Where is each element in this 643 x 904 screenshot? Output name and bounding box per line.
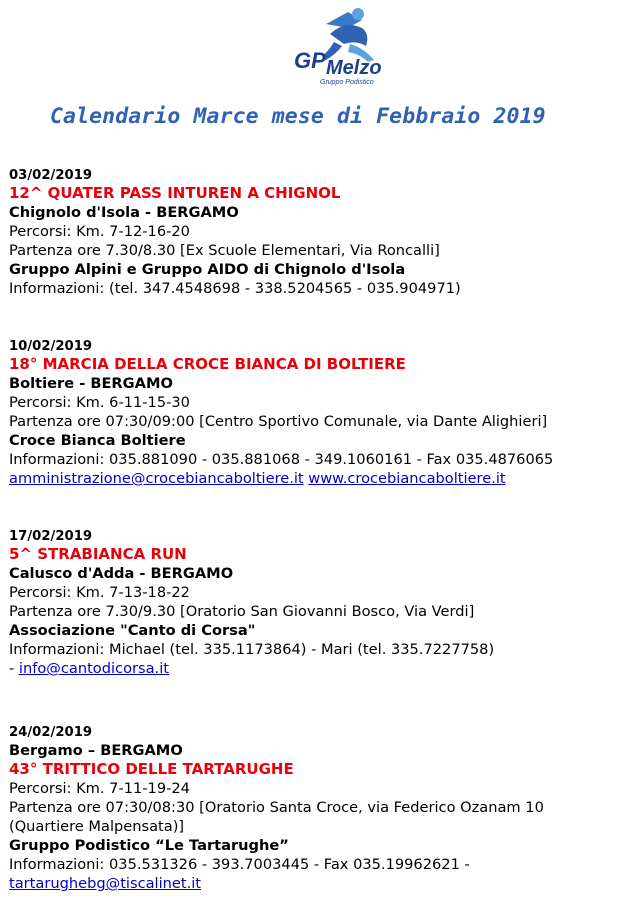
event-info: Informazioni: 035.531326 - 393.7003445 - Fax 035.19962621 - [9, 856, 470, 873]
event-routes: Percorsi: Km. 7-11-19-24 [9, 780, 190, 797]
email-prefix: - [9, 660, 19, 677]
event-place: Calusco d'Adda - BERGAMO [9, 565, 234, 582]
event-routes: Percorsi: Km. 7-13-18-22 [9, 584, 190, 601]
event-info: Informazioni: Michael (tel. 335.1173864) - Mari (tel. 335.7227758) [9, 641, 495, 658]
event-organizer: Gruppo Alpini e Gruppo AIDO di Chignolo d'Isola [9, 261, 406, 278]
gp-melzo-logo [290, 4, 394, 90]
event-organizer: Gruppo Podistico “Le Tartarughe” [9, 837, 289, 854]
event-start: Partenza ore 7.30/9.30 [Oratorio San Giovanni Bosco, Via Verdi] [9, 603, 475, 620]
event-links [9, 874, 639, 893]
event-organizer: Associazione "Canto di Corsa" [9, 622, 256, 639]
event-start: Partenza ore 07:30/09:00 [Centro Sportivo Comunale, via Dante Alighieri] [9, 413, 548, 430]
event-info: Informazioni: (tel. 347.4548698 - 338.5204565 - 035.904971) [9, 280, 461, 297]
event-place: Bergamo – BERGAMO [9, 742, 183, 759]
event-links [9, 469, 639, 488]
svg-text:Melzo: Melzo [326, 57, 382, 79]
event-start-continued: (Quartiere Malpensata)] [9, 818, 185, 835]
email-link[interactable]: tartarughebg@tiscalinet.it [9, 875, 202, 892]
event-entry [9, 528, 639, 678]
event-info: Informazioni: 035.881090 - 035.881068 - 349.1060161 - Fax 035.4876065 [9, 451, 554, 468]
event-links [9, 659, 639, 678]
event-date: 24/02/2019 [9, 725, 93, 740]
event-place: Chignolo d'Isola - BERGAMO [9, 204, 239, 221]
website-link[interactable]: www.crocebiancaboltiere.it [308, 470, 506, 487]
email-link[interactable]: info@cantodicorsa.it [18, 660, 169, 677]
event-entry [9, 338, 639, 488]
svg-text:GP: GP [294, 48, 326, 73]
event-entry [9, 167, 639, 298]
event-start: Partenza ore 07:30/08:30 [Oratorio Santa Croce, via Federico Ozanam 10 [9, 799, 544, 816]
event-name: 5^ STRABIANCA RUN [9, 545, 187, 563]
event-date: 10/02/2019 [9, 339, 93, 354]
event-date: 03/02/2019 [9, 168, 93, 183]
event-name: 18° MARCIA DELLA CROCE BIANCA DI BOLTIERE [9, 355, 406, 373]
event-entry [9, 724, 639, 893]
event-place: Boltiere - BERGAMO [9, 375, 173, 392]
event-name: 43° TRITTICO DELLE TARTARUGHE [9, 760, 294, 778]
event-organizer: Croce Bianca Boltiere [9, 432, 186, 449]
email-link[interactable]: amministrazione@crocebiancaboltiere.it [9, 470, 304, 487]
event-routes: Percorsi: Km. 7-12-16-20 [9, 223, 190, 240]
page-title: Calendario Marce mese di Febbraio 2019 [50, 104, 546, 129]
svg-text:Gruppo Podistico: Gruppo Podistico [320, 79, 374, 86]
event-date: 17/02/2019 [9, 529, 93, 544]
event-routes: Percorsi: Km. 6-11-15-30 [9, 394, 190, 411]
event-start: Partenza ore 7.30/8.30 [Ex Scuole Elementari, Via Roncalli] [9, 242, 440, 259]
event-name: 12^ QUATER PASS INTUREN A CHIGNOL [9, 184, 341, 202]
